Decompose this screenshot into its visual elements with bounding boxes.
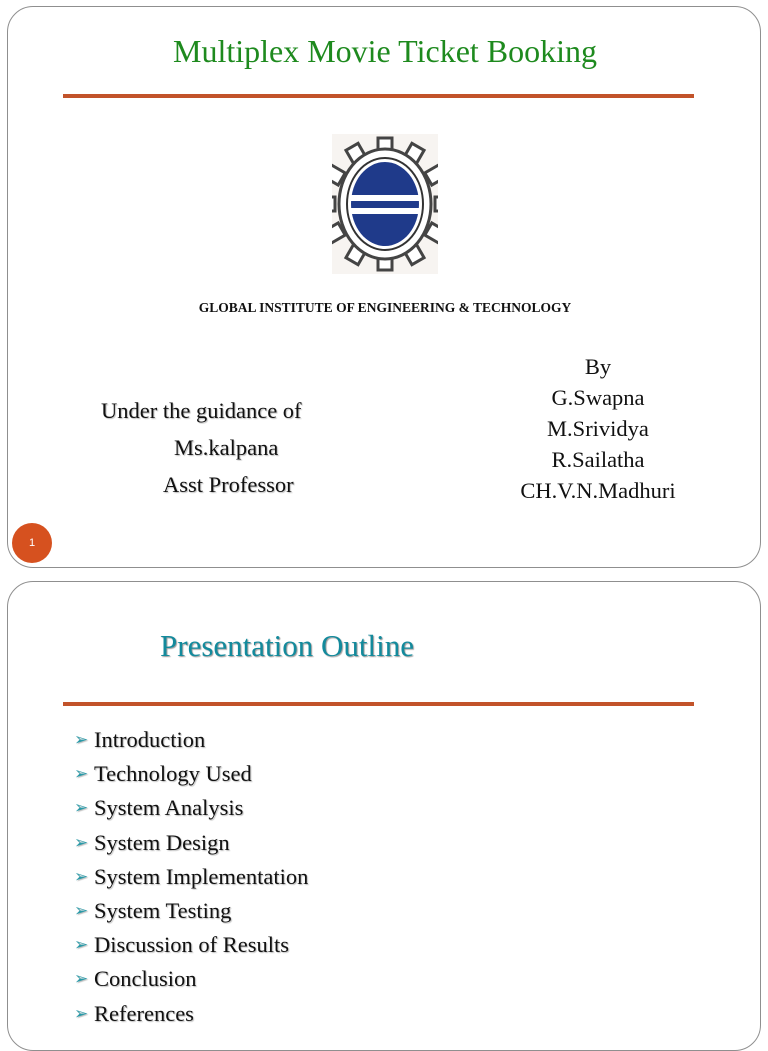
list-item: ➢ Discussion of Results: [74, 932, 290, 958]
arrow-bullet-icon: ➢: [74, 969, 89, 990]
author-name: M.Srividya: [547, 416, 649, 441]
by-label: By: [584, 354, 612, 379]
slide-title: Presentation Outline: [160, 628, 414, 663]
title-divider: [63, 94, 694, 98]
page-number-badge: 1: [12, 523, 52, 563]
guide-role: Asst Professor: [163, 472, 294, 497]
arrow-bullet-icon: ➢: [74, 730, 89, 751]
arrow-bullet-icon: ➢: [74, 764, 89, 785]
author-name: R.Sailatha: [551, 447, 645, 472]
arrow-bullet-icon: ➢: [74, 901, 89, 922]
arrow-bullet-icon: ➢: [74, 798, 89, 819]
slide-1: [7, 6, 761, 568]
guidance-label: Under the guidance of: [101, 398, 302, 423]
list-item: ➢ Introduction: [74, 727, 206, 753]
list-item: ➢ System Analysis: [74, 795, 244, 821]
arrow-bullet-icon: ➢: [74, 866, 89, 887]
title-divider: [63, 702, 694, 706]
guidance-block: [101, 392, 302, 503]
slide-2: [7, 581, 761, 1051]
list-item: ➢ Conclusion: [74, 966, 197, 992]
arrow-bullet-icon: ➢: [74, 1003, 89, 1024]
list-item: ➢ Technology Used: [74, 761, 252, 787]
list-item: ➢ References: [74, 1000, 194, 1026]
outline-list: [74, 723, 308, 1031]
institute-logo: [332, 134, 438, 274]
author-name: CH.V.N.Madhuri: [520, 478, 676, 503]
author-name: G.Swapna: [551, 385, 645, 410]
list-item: ➢ System Design: [74, 829, 230, 855]
list-item: ➢ System Implementation: [74, 863, 309, 889]
list-item: ➢ System Testing: [74, 898, 232, 924]
gear-emblem-icon: [332, 134, 438, 274]
institute-name: GLOBAL INSTITUTE OF ENGINEERING & TECHNOLOGY: [198, 300, 572, 315]
authors-block: [498, 351, 698, 506]
guide-name: Ms.kalpana: [174, 435, 279, 460]
arrow-bullet-icon: ➢: [74, 832, 89, 853]
slide-title: Multiplex Movie Ticket Booking: [172, 33, 598, 69]
arrow-bullet-icon: ➢: [74, 935, 89, 956]
